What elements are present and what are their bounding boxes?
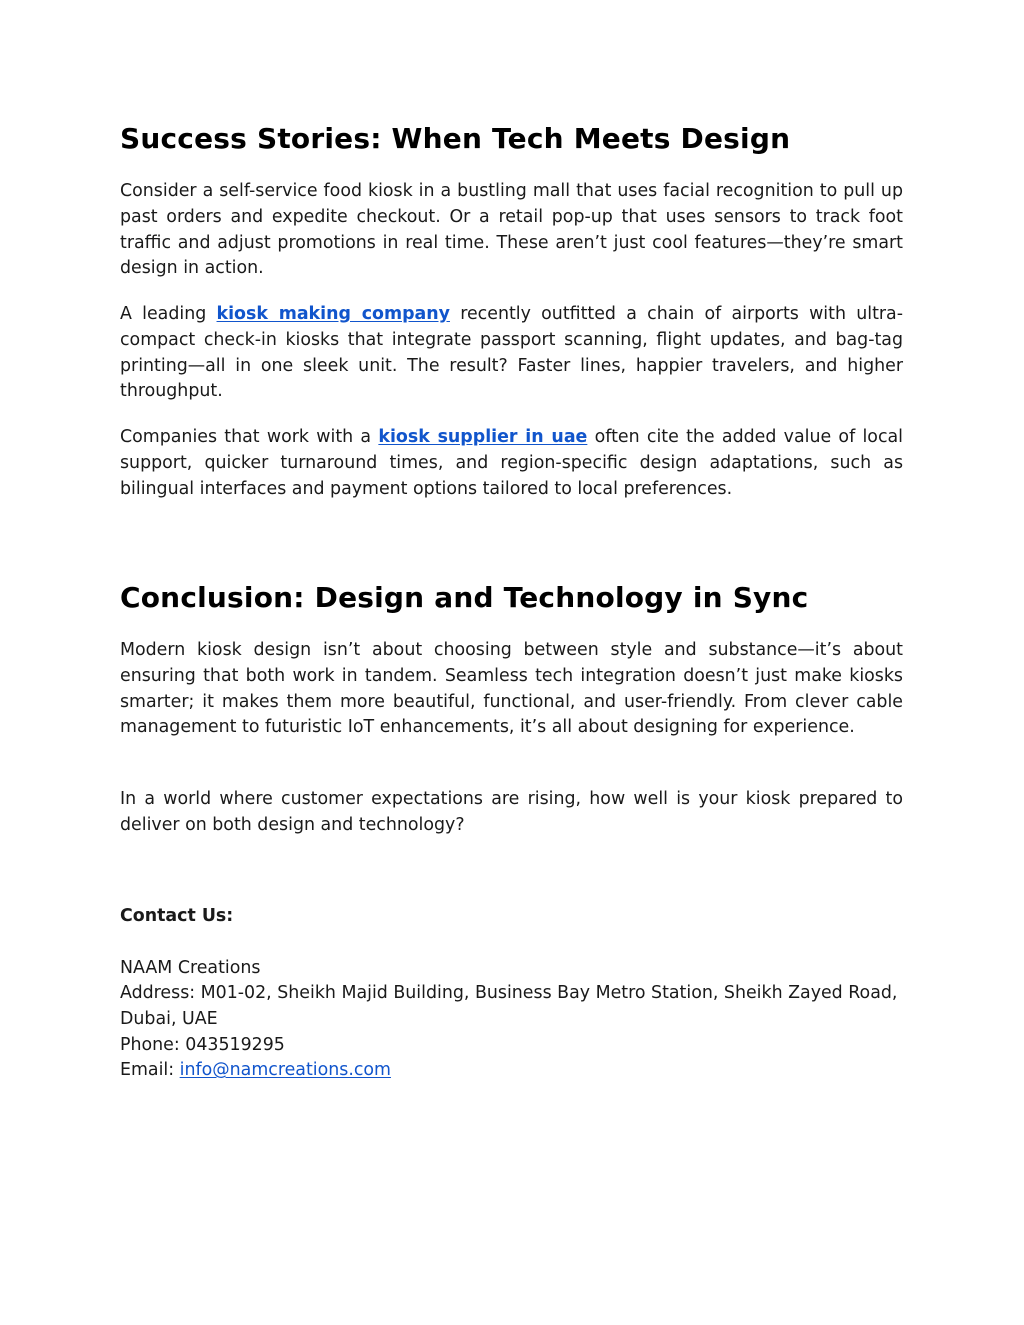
paragraph-text: Companies that work with a bbox=[120, 427, 379, 447]
paragraph-text: A leading bbox=[120, 304, 217, 324]
paragraph-food-kiosk: Consider a self-service food kiosk in a bustling mall that uses facial recognition to pull up past orders and expedite checkout. Or a retail pop-up that uses sensors to track foot traffic and adjust promotions in real time. These aren’t just cool features—they’re smart design in action. bbox=[120, 181, 903, 279]
email-link[interactable]: info@namcreations.com bbox=[179, 1060, 391, 1080]
contact-email-line bbox=[120, 1058, 903, 1084]
paragraph-text: often cite the added value of local support, quicker turnaround times, and region-specific design adaptations, such as bilingual interfaces and payment options tailored to local preferences. bbox=[120, 427, 903, 499]
section-title-conclusion: Conclusion: Design and Technology in Sync bbox=[120, 581, 809, 614]
section-title-success-stories: Success Stories: When Tech Meets Design bbox=[120, 122, 791, 155]
paragraph-customer-expectations: In a world where customer expectations are rising, how well is your kiosk prepared to deliver on both design and technology? bbox=[120, 789, 903, 835]
contact-company: NAAM Creations bbox=[120, 958, 261, 978]
paragraph-kiosk-supplier bbox=[120, 425, 903, 502]
contact-address: Address: M01-02, Sheikh Majid Building, Business Bay Metro Station, Sheikh Zayed Road, Dubai, UAE bbox=[120, 983, 898, 1029]
paragraph-modern-kiosk-design: Modern kiosk design isn’t about choosing between style and substance—it’s about ensuring that both work in tandem. Seamless tech integration doesn’t just make kiosks smarter; it makes them more beautiful, functional, and user-friendly. From clever cable management to futuristic IoT enhancements, it’s all about designing for experience. bbox=[120, 640, 903, 738]
email-label: Email: bbox=[120, 1060, 180, 1080]
contact-phone: Phone: 043519295 bbox=[120, 1035, 285, 1055]
contact-heading: Contact Us: bbox=[120, 906, 234, 926]
kiosk-making-company-link[interactable]: kiosk making company bbox=[216, 304, 450, 324]
paragraph-text: recently outfitted a chain of airports with ultra-compact check-in kiosks that integrate passport scanning, flight updates, and bag-tag printing—all in one sleek unit. The result? Faster lines, happier travelers, and higher throughput. bbox=[120, 304, 903, 402]
paragraph-kiosk-making-company bbox=[120, 302, 903, 405]
kiosk-supplier-uae-link[interactable]: kiosk supplier in uae bbox=[378, 427, 588, 447]
